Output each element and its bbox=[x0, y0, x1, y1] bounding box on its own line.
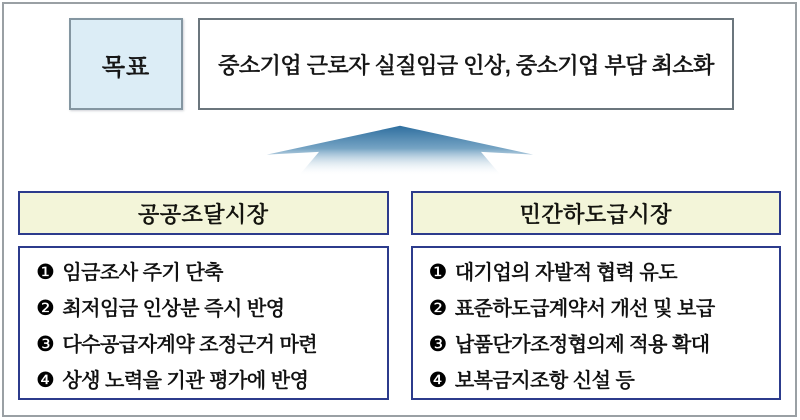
column-list bbox=[18, 246, 389, 400]
goal-row bbox=[69, 18, 795, 110]
numbered-bullet-icon: ❹ bbox=[428, 369, 447, 392]
column-header-label: 공공조달시장 bbox=[137, 201, 269, 227]
list-item bbox=[36, 261, 377, 285]
list-item bbox=[36, 333, 377, 357]
list-item-text: 표준하도급계약서 개선 및 보급 bbox=[454, 298, 715, 320]
numbered-bullet-icon: ❹ bbox=[36, 369, 55, 392]
list-item bbox=[429, 333, 770, 357]
numbered-bullet-icon: ❸ bbox=[428, 333, 447, 356]
column-header bbox=[18, 191, 389, 235]
list-item-text: 최저임금 인상분 즉시 반영 bbox=[62, 298, 285, 320]
list-item bbox=[36, 369, 377, 393]
diagram-frame bbox=[2, 2, 797, 417]
list-item-text: 상생 노력을 기관 평가에 반영 bbox=[62, 370, 309, 392]
numbered-bullet-icon: ❸ bbox=[36, 333, 55, 356]
list-item bbox=[429, 297, 770, 321]
goal-text-box bbox=[198, 18, 734, 110]
column-private-subcontract bbox=[411, 191, 782, 400]
list-item bbox=[429, 369, 770, 393]
columns-row bbox=[4, 191, 795, 400]
numbered-bullet-icon: ❶ bbox=[36, 261, 55, 284]
goal-text: 중소기업 근로자 실질임금 인상, 중소기업 부담 최소화 bbox=[218, 52, 714, 78]
numbered-bullet-icon: ❷ bbox=[36, 297, 55, 320]
list-item-text: 납품단가조정협의제 적용 확대 bbox=[454, 334, 710, 356]
list-item bbox=[429, 261, 770, 285]
goal-label-box bbox=[69, 18, 183, 110]
column-public-procurement bbox=[18, 191, 389, 400]
numbered-bullet-icon: ❷ bbox=[428, 297, 447, 320]
numbered-bullet-icon: ❶ bbox=[428, 261, 447, 284]
goal-label: 목표 bbox=[101, 53, 151, 81]
column-list bbox=[411, 246, 782, 400]
column-header-label: 민간하도급시장 bbox=[519, 201, 672, 227]
list-item bbox=[36, 297, 377, 321]
list-item-text: 다수공급자계약 조정근거 마련 bbox=[62, 334, 318, 356]
list-item-text: 보복금지조항 신설 등 bbox=[454, 370, 635, 392]
arrow-container bbox=[4, 124, 795, 178]
list-item-text: 대기업의 자발적 협력 유도 bbox=[454, 262, 678, 284]
up-arrow-icon bbox=[265, 124, 535, 178]
column-header bbox=[411, 191, 782, 235]
list-item-text: 임금조사 주기 단축 bbox=[62, 262, 224, 284]
